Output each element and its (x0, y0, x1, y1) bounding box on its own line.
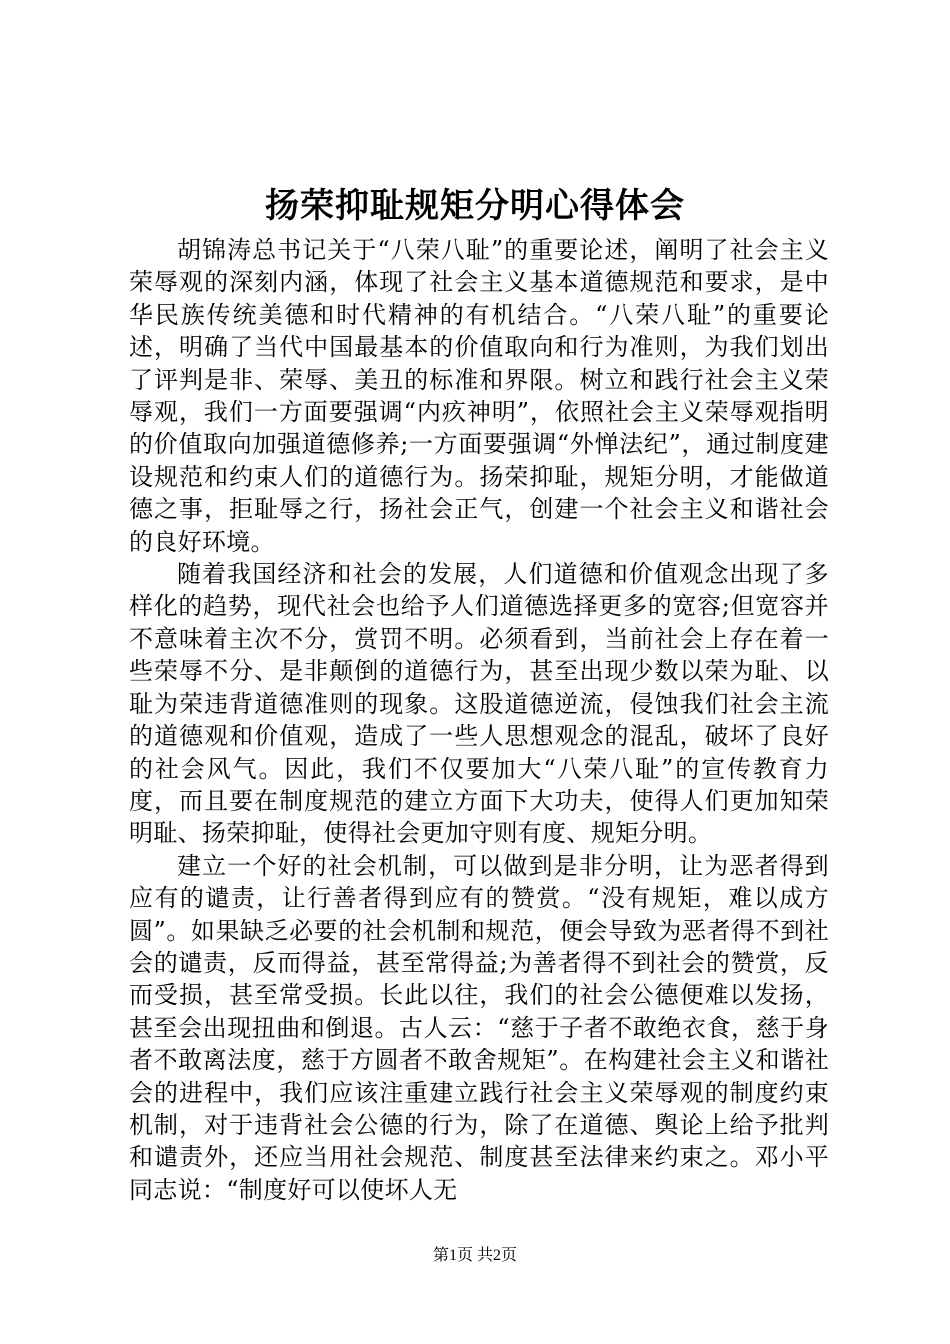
paragraph-2: 随着我国经济和社会的发展，人们道德和价值观念出现了多样化的趋势，现代社会也给予人们道德选择更多的宽容;但宽容并不意味着主次不分，赏罚不明。必须看到，当前社会上存在着一些荣辱不分、是非颠倒的道德行为，甚至出现少数以荣为耻、以耻为荣违背道德准则的现象。这股道德逆流，侵蚀我们社会主流的道德观和价值观，造成了一些人思想观念的混乱，破坏了良好的社会风气。因此，我们不仅要加大“八荣八耻”的宣传教育力度，而且要在制度规范的建立方面下大功夫，使得人们更加知荣明耻、扬荣抑耻，使得社会更加守则有度、规矩分明。 (129, 560, 829, 848)
document-body (129, 234, 829, 1206)
paragraph-1: 胡锦涛总书记关于“八荣八耻”的重要论述，阐明了社会主义荣辱观的深刻内涵，体现了社会主义基本道德规范和要求，是中华民族传统美德和时代精神的有机结合。“八荣八耻”的重要论述，明确了当代中国最基本的价值取向和行为准则，为我们划出了评判是非、荣辱、美丑的标准和界限。树立和践行社会主义荣辱观，我们一方面要强调“内疚神明”，依照社会主义荣辱观指明的价值取向加强道德修养;一方面要强调“外惮法纪”，通过制度建设规范和约束人们的道德行为。扬荣抑耻，规矩分明，才能做道德之事，拒耻辱之行，扬社会正气，创建一个社会主义和谐社会的良好环境。 (129, 236, 829, 556)
document-title: 扬荣抑耻规矩分明心得体会 (265, 186, 685, 226)
page-footer: 第1页 共2页 (432, 1247, 517, 1264)
paragraph-3: 建立一个好的社会机制，可以做到是非分明，让为恶者得到应有的谴责，让行善者得到应有的赞赏。“没有规矩，难以成方圆”。如果缺乏必要的社会机制和规范，便会导致为恶者得不到社会的谴责，反而得益，甚至常得益;为善者得不到社会的赞赏，反而受损，甚至常受损。长此以往，我们的社会公德便难以发扬，甚至会出现扭曲和倒退。古人云：“慈于子者不敢绝衣食，慈于身者不敢离法度，慈于方圆者不敢舍规矩”。在构建社会主义和谐社会的进程中，我们应该注重建立践行社会主义荣辱观的制度约束机制，对于违背社会公德的行为，除了在道德、舆论上给予批判和谴责外，还应当用社会规范、制度甚至法律来约束之。邓小平同志说：“制度好可以使坏人无 (129, 851, 829, 1204)
